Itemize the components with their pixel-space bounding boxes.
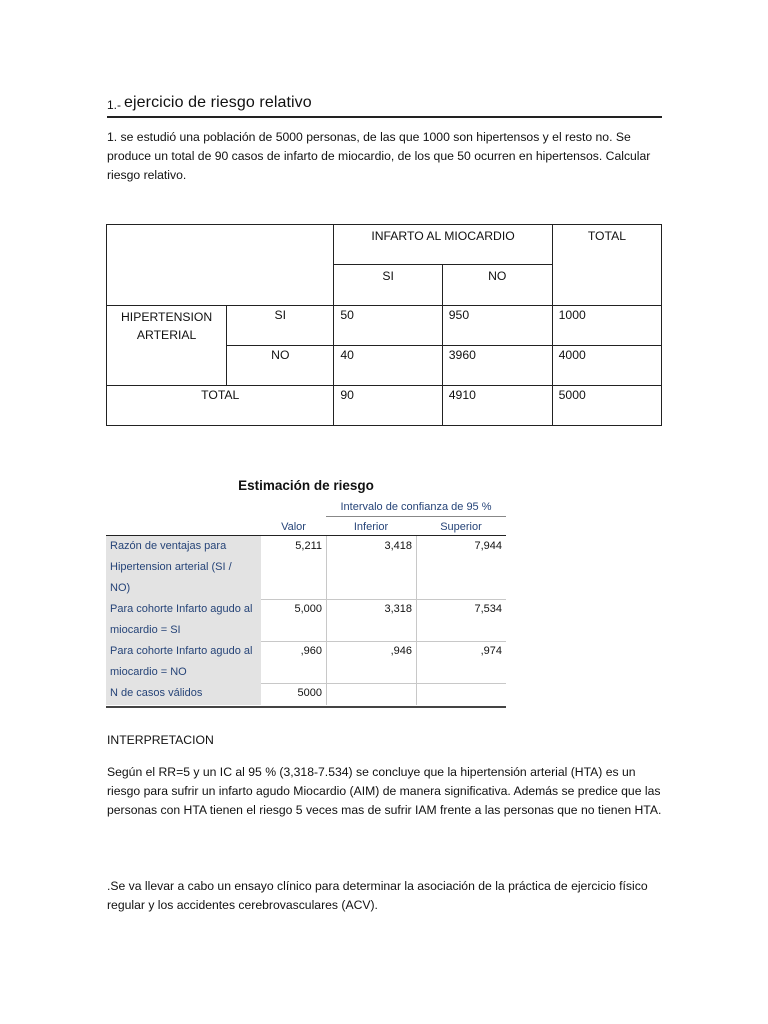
risk-row-label-line: miocardio = NO [110, 666, 187, 678]
column-separator [326, 641, 327, 683]
risk-inferior: ,946 [390, 645, 412, 657]
empty-corner-cell [107, 225, 334, 306]
risk-row [106, 599, 506, 642]
risk-valor: 5,000 [294, 603, 322, 615]
interpretation-title: INTERPRETACION [107, 733, 214, 747]
risk-row-label [106, 641, 261, 683]
column-separator [326, 599, 327, 641]
infarto-header: INFARTO AL MIOCARDIO [334, 225, 552, 265]
column-separator [326, 536, 327, 599]
risk-row-label-line: Razón de ventajas para [110, 540, 227, 552]
risk-valor: 5,211 [295, 540, 322, 552]
risk-row-label [106, 683, 261, 705]
risk-superior: 7,944 [474, 540, 502, 552]
risk-row-label [106, 536, 261, 599]
problem-statement: 1. se estudió una población de 5000 personas, de las que 1000 son hipertensos y el resto no. Se produce un total de 90 casos de infarto de miocardio, de los que 50 ocurren en hipertensos. Calcular riesgo relativo. [107, 130, 651, 182]
col-superior-header: Superior [440, 521, 482, 533]
column-separator [416, 641, 417, 683]
heading-number: 1.- [107, 98, 122, 112]
total-row-label: TOTAL [107, 386, 334, 426]
hta-si-total: 1000 [552, 306, 662, 346]
total-header: TOTAL [552, 225, 662, 306]
infarto-si-header: SI [334, 265, 442, 306]
hta-no-infarto-si: 40 [334, 346, 442, 386]
column-separator [416, 683, 417, 705]
section-heading [107, 92, 662, 118]
column-separator [416, 536, 417, 599]
risk-table-title: Estimación de riesgo [238, 478, 374, 493]
hta-si-infarto-no: 950 [442, 306, 552, 346]
total-infarto-si: 90 [334, 386, 442, 426]
table-bottom-rule [106, 706, 506, 708]
risk-row [106, 536, 506, 600]
risk-valor: ,960 [300, 645, 322, 657]
hta-si-label: SI [227, 306, 334, 346]
risk-row-label-line: Para cohorte Infarto agudo al [110, 603, 253, 615]
ci-header: Intervalo de confianza de 95 % [340, 501, 492, 513]
risk-superior: ,974 [480, 645, 502, 657]
risk-inferior: 3,418 [384, 540, 412, 552]
risk-row-label-line: NO) [110, 582, 131, 594]
contingency-table [106, 224, 768, 426]
risk-row [106, 683, 506, 705]
risk-row-label-line: Para cohorte Infarto agudo al [110, 645, 253, 657]
next-exercise-text: .Se va llevar a cabo un ensayo clínico para determinar la asociación de la práctica de ejercicio físico regular y los accidentes cerebrovasculares (ACV). [107, 879, 648, 912]
hta-no-label: NO [227, 346, 334, 386]
total-infarto-no: 4910 [442, 386, 552, 426]
heading-title: ejercicio de riesgo relativo [124, 94, 312, 111]
risk-superior: 7,534 [474, 603, 502, 615]
risk-inferior: 3,318 [384, 603, 412, 615]
interpretation-text: Según el RR=5 y un IC al 95 % (3,318-7.534) se concluye que la hipertensión arterial (HTA) es un riesgo para sufrir un infarto agudo Miocardio (AIM) de manera significativa. Además se predice que las personas con HTA tienen el riesgo 5 veces mas de sufrir IAM frente a las personas que no tienen HTA. [107, 765, 662, 817]
hipertension-group-label: HIPERTENSION ARTERIAL [107, 306, 227, 386]
hta-si-infarto-si: 50 [334, 306, 442, 346]
ci-divider [326, 516, 506, 517]
col-inferior-header: Inferior [353, 521, 389, 533]
risk-row-label-line: miocardio = SI [110, 624, 181, 636]
risk-row-label-line: Hipertension arterial (SI / [110, 561, 232, 573]
infarto-no-header: NO [442, 265, 552, 306]
column-separator [416, 599, 417, 641]
risk-row-label-line: N de casos válidos [110, 687, 203, 699]
hta-no-total: 4000 [552, 346, 662, 386]
column-separator [326, 683, 327, 705]
risk-row-label [106, 599, 261, 641]
risk-row [106, 641, 506, 684]
col-valor-header: Valor [281, 521, 306, 533]
hta-no-infarto-no: 3960 [442, 346, 552, 386]
risk-valor: 5000 [297, 687, 322, 699]
total-total: 5000 [552, 386, 662, 426]
